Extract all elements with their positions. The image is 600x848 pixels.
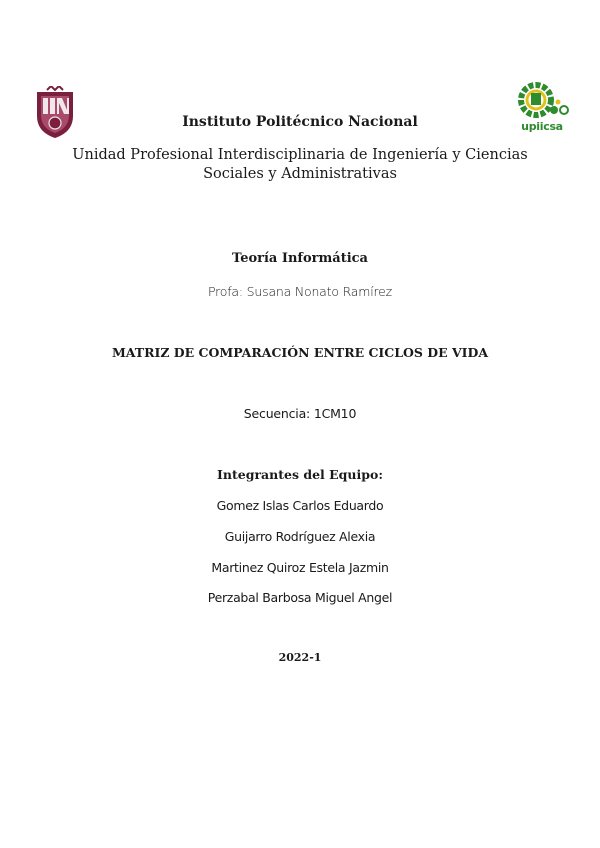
team-member: Perzabal Barbosa Miguel Angel: [207, 590, 393, 605]
team-heading: Integrantes del Equipo:: [217, 467, 383, 482]
unit-name: Unidad Profesional Interdisciplinaria de Ingeniería y Ciencias Sociales y Administrativas: [72, 147, 528, 182]
professor-name: Profa: Susana Nonato Ramírez: [208, 284, 392, 299]
institution-name: Instituto Politécnico Nacional: [182, 114, 418, 130]
team-member: Guijarro Rodríguez Alexia: [224, 529, 376, 544]
team-member: Martinez Quiroz Estela Jazmin: [211, 560, 389, 575]
sequence-label: Secuencia: 1CM10: [243, 406, 357, 421]
ipn-logo: [33, 86, 77, 140]
team-member: Gomez Islas Carlos Eduardo: [216, 498, 384, 513]
document-title: MATRIZ DE COMPARACIÓN ENTRE CICLOS DE VIDA: [111, 345, 489, 360]
upiicsa-logo-text: upiicsa: [521, 120, 563, 133]
academic-period: 2022-1: [278, 651, 322, 664]
subject-title: Teoría Informática: [232, 251, 368, 266]
